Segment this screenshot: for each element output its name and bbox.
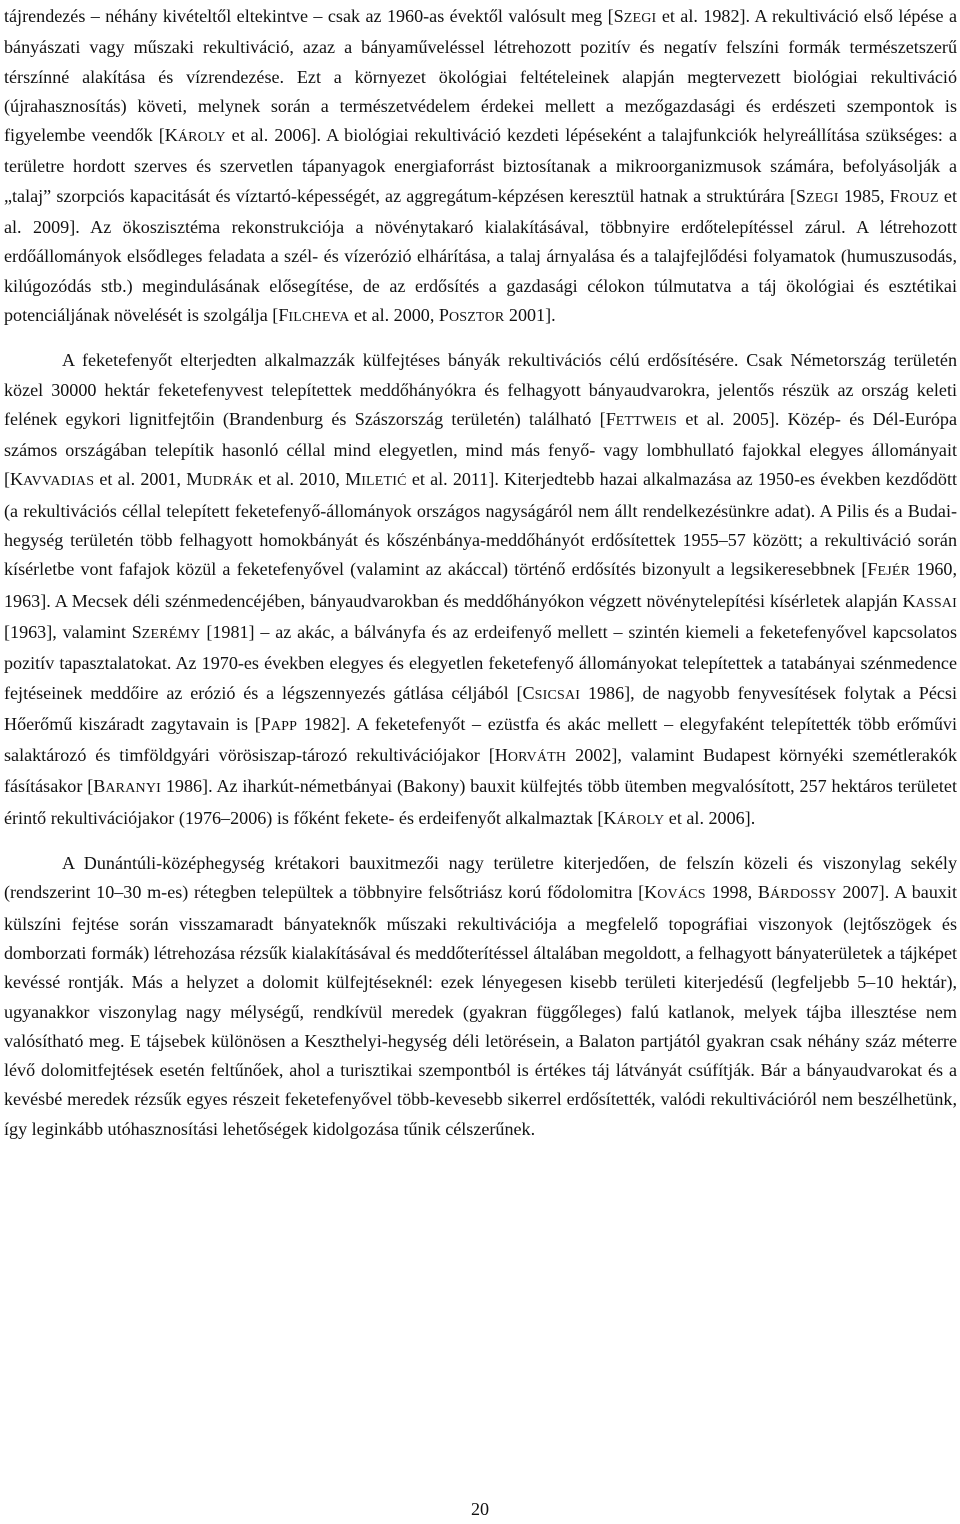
text-run: K	[644, 882, 658, 903]
text-run: K	[10, 469, 24, 490]
text-run: [1963], valamint	[4, 621, 132, 642]
small-caps-run: ROUZ	[899, 190, 939, 206]
text-run: S	[613, 6, 624, 26]
text-run: et al. 2005]. Közép- és Dél-Európa számos országában telepítik hasonló céllal mind elegyetlen, mind más fenyő- vagy lombhullató fajokkal elegyes állományait [	[4, 408, 957, 490]
text-run: 1998,	[705, 882, 758, 903]
text-run: et al. 2006].	[664, 807, 756, 828]
small-caps-run: ÁRDOSSY	[769, 887, 837, 903]
text-run: K	[164, 125, 178, 146]
text-run: H	[494, 745, 508, 766]
text-run: et al. 2010,	[253, 469, 346, 490]
text-run: et al. 2000,	[349, 304, 439, 325]
text-run: F	[278, 304, 289, 325]
paragraph-2	[4, 346, 957, 835]
small-caps-run: AVVADIAS	[23, 474, 95, 490]
small-caps-run: EJÉR	[877, 564, 911, 580]
small-caps-run: ILCHEVA	[288, 309, 350, 325]
text-run: P	[438, 304, 449, 325]
text-run: et al. 2006]. A biológiai rekultiváció kezdeti lépéseként a talajfunkciók helyreállítása szükséges: a területre hordott szerves és szervetlen tápanyagok energiaforrást biztosítanak a mikroorganizmusok számára, befolyásolják a „talaj” szorpciós kapacitását és víztartó-képességét, az aggregátum-képzésen keresztül hatnak a struktúrára [	[4, 125, 957, 206]
text-run: et al. 2001,	[94, 469, 187, 490]
small-caps-run: ZEGI	[805, 190, 839, 206]
text-run: 1982]. A feketefenyőt – ezüstfa és akác mellett – elegyfaként telepítették több erőművi salaktározó és timföldgyári vörösiszap-tározó rekultivációjakor [	[4, 713, 958, 766]
small-caps-run: OSZTOR	[448, 309, 505, 325]
small-caps-run: ZERÉMY	[141, 626, 201, 642]
text-run: C	[522, 682, 535, 703]
page-body	[4, 2, 957, 1144]
small-caps-run: OVÁCS	[657, 887, 706, 903]
small-caps-run: ORVÁTH	[507, 750, 567, 766]
text-run: M	[186, 469, 203, 490]
text-run: P	[260, 713, 271, 734]
text-run: B	[93, 776, 106, 797]
text-run: F	[889, 185, 900, 206]
page-number: 20	[470, 1499, 490, 1519]
small-caps-run: ÁROLY	[616, 812, 665, 828]
text-run: A Dunántúli-középhegység krétakori bauxitmezői nagy területre kiterjedően, de felszín közeli és viszonylag sekély (rendszerint 10–30 m-es) rétegben települtek a többnyire felsőtriász korú fődolomitra [	[4, 853, 957, 903]
small-caps-run: ZEGI	[623, 11, 657, 26]
text-run: S	[795, 185, 806, 206]
paragraph-3	[4, 849, 957, 1144]
small-caps-run: ASSAI	[915, 595, 957, 611]
text-run: 1985,	[838, 185, 890, 206]
text-run: 1986]. Az iharkút-németbányai (Bakony) bauxit külfejtés több ütemben megvalósított, 257 hektáros területet érintő rekultivációjakor (1976–2006) is főként fekete- és erdeifenyőt alkalmaztak [	[4, 776, 957, 828]
small-caps-run: ARANYI	[105, 781, 161, 797]
text-run: 1986], de nagyobb fenyvesítések folytak a Pécsi Hőerőmű kiszáradt zagytavain is [	[4, 682, 957, 734]
text-run: et al. 1982]. A rekultiváció első lépése a bányászati vagy műszaki rekultiváció, azaz a bányaműveléssel létrehozott pozitív és negatív felszíni formák természetszerű térszínné alakítása és vízrendezése. Ezt a környezet ökológiai feltételeinek alapján megtervezett biológiai rekultiváció (újrahasznosítás) követi, melynek során a természetvédelem érdekei mellett a mezőgazdasági és erdészeti szempontok is figyelembe veendők [	[4, 6, 957, 146]
small-caps-run: ETTWEIS	[615, 413, 678, 429]
small-caps-run: APP	[270, 718, 298, 734]
text-run: 1960, 1963]. A Mecsek déli szénmedencéjében, bányaudvarokban és meddőhányókon végzett növénytelepítési kísérletek alapján	[4, 559, 958, 611]
paragraph-1	[4, 2, 957, 332]
text-run: et al. 2009]. Az ökoszisztéma rekonstrukciója a növénytakaró kialakításával, többnyire erdőtelepítéssel zárul. A létrehozott erdőállományok elsődleges feladata a szél- és vízerózió elhárítása, a talaj árnyalása és a talajfejlődési folyamatok (humuszusodás, kilúgozódás stb.) megindulásának elősegítése, de az erdősítés a gazdasági célokon túlmutatva a táj ökológiai és esztétikai potenciáljának növelését is szolgálja [	[4, 185, 957, 325]
small-caps-run: UDRÁK	[202, 474, 254, 490]
text-run: et al. 2011]. Kiterjedtebb hazai alkalmazása az 1950-es években kezdődött (a rekultivációs céllal telepített feketefenyő-állományok országos nagyságáról nem állt rendelkezésünkre adat). A Pilis és a Budai-hegység területén több felhagyott homokbányát és kőszénbánya-meddőhányót erdősítettek 1955–57 között; a rekultiváció során kísérletbe vont fafajok közül a feketefenyővel (valamint az akáccal) történő erdősítés bizonyult a legsikeresebbnek [	[4, 469, 957, 580]
small-caps-run: ILETIĆ	[361, 474, 407, 490]
text-run: B	[757, 882, 770, 903]
text-run: K	[603, 807, 617, 828]
small-caps-run: SICSAI	[534, 687, 581, 703]
text-run: F	[605, 408, 616, 429]
text-run: M	[345, 469, 362, 490]
text-run: [1981] – az akác, a bálványfa és az erdeifenyő mellett – szintén kiemeli a feketefenyővel kapcsolatos pozitív tapasztalatokat. Az 1970-es években elegyes és elegyetlen feketefenyő állományokat telepítettek a tatabányai szénmedence fejtéseinek meddőire az erózió és a légszennyezés gátlása céljából [	[4, 621, 957, 703]
text-run: 2007]. A bauxit külszíni fejtése során visszamaradt bányateknők műszaki rekultivációja a megfelelő topográfiai viszonyok (lejtőszögek és domborzati formák) létrehozása rézsűk kialakításával és meddőterítéssel általában megoldott, a felhagyott bányaterületek a tájképet kevéssé rontják. Más a helyzet a dolomit külfejtéseknél: ezek lényegesen kisebb területi kiterjedésű (legfeljebb 5–10 hektár), ugyanakkor viszonylag nagy mélységű, rendkívül meredek (gyakran függőleges) falú katlanok, melyek tájba illesztése nem valósítható meg. E tájsebek különösen a Keszthelyi-hegység déli letörésein, a Balaton partjától gyakran csak néhány száz méterre lévő dolomitfejtések esetén feltűnőek, ahol a turisztikai szempontból is értékes táj látványát csúfítják. Bár a bányaudvarokat és a kevésbé meredek rézsűk egyes részeit feketefenyővel több-kevesebb sikerrel erdősítették, valódi rekultivációról nem beszélhetünk, így leginkább utóhasznosítási lehetőségek kidolgozása tűnik célszerűnek.	[4, 882, 957, 1139]
text-run: S	[131, 621, 142, 642]
text-run: A feketefenyőt elterjedten alkalmazzák külfejtéses bányák rekultivációs célú erdősítésére. Csak Németország területén közel 30000 hektár feketefenyvest telepítettek meddőhányókra és felhagyott bányaudvarokra, jelentős részük az ország keleti felének egykori lignitfejtőin (Brandenburg és Szászország területén) található [	[4, 350, 957, 429]
small-caps-run: ÁROLY	[177, 130, 226, 146]
text-run: tájrendezés – néhány kivételtől eltekintve – csak az 1960-as évektől valósult meg [	[4, 6, 614, 26]
text-run: 2002], valamint Budapest környéki szemétlerakók fásításakor [	[4, 745, 958, 797]
text-run: 2001].	[504, 304, 556, 325]
text-run: K	[902, 590, 916, 611]
text-run: F	[867, 559, 878, 580]
